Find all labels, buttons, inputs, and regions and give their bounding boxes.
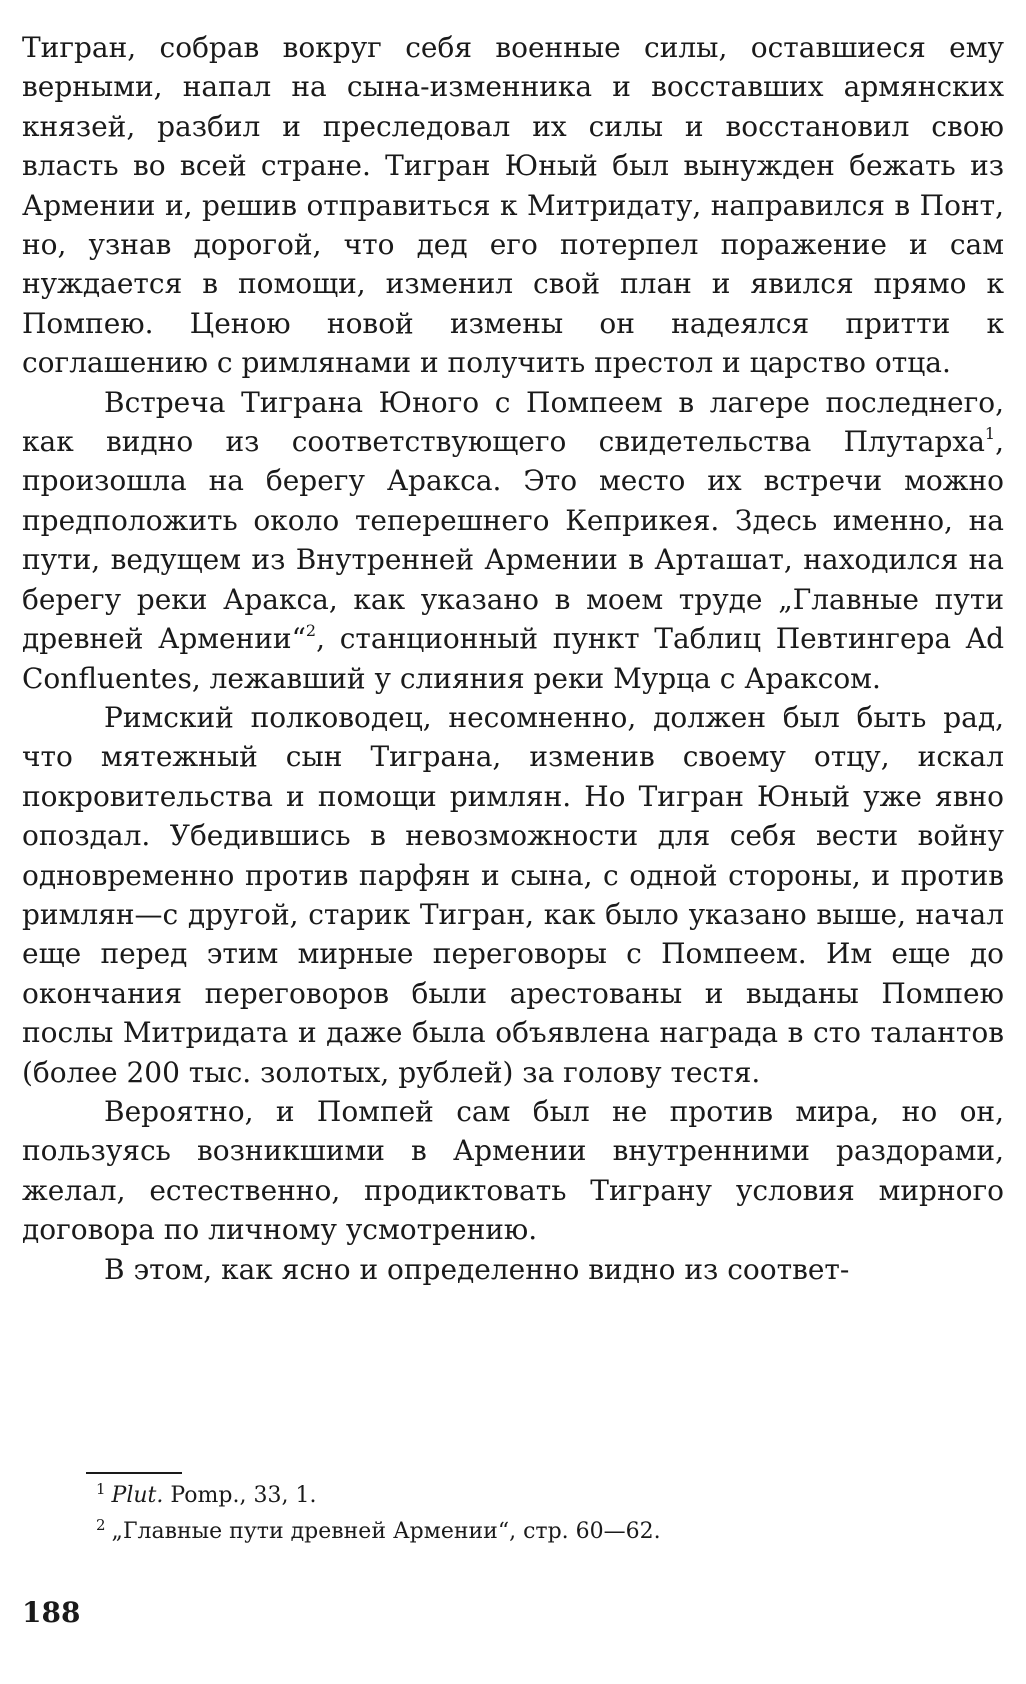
paragraph-5: В этом, как ясно и определенно видно из соответ- <box>104 1252 850 1286</box>
footnote-1 <box>96 1478 996 1514</box>
page-content <box>22 28 1004 1289</box>
page-number: 188 <box>22 1596 81 1629</box>
footnote-2 <box>96 1514 996 1550</box>
footnotes <box>96 1478 996 1550</box>
footnote-2-number: 2 <box>96 1516 106 1534</box>
paragraph-2 <box>22 383 1004 698</box>
paragraph-2-part-2: , произошла на берегу Аракса. Это место их встречи можно предположить около теперешнего Кеприкея. Здесь именно, на пути, ведущем из Внутренней Армении в Арташат, находился на берегу реки Аракса, как указано в моем труде „Главные пути древней Армении“ <box>22 425 1004 656</box>
footnote-ref-2: 2 <box>305 621 317 641</box>
footnote-1-text: Pomp., 33, 1. <box>163 1483 317 1508</box>
footnote-2-text: „Главные пути древней Армении“, стр. 60—62. <box>111 1519 661 1544</box>
paragraph-1: Тигран, собрав вокруг себя военные силы, оставшиеся ему верными, напал на сына-изменника и восставших армянских князей, разбил и преследовал их силы и восстановил свою власть во всей стране. Тигран Юный был вынужден бежать из Армении и, решив отправиться к Митридату, направился в Понт, но, узнав дорогой, что дед его потерпел поражение и сам нуждается в помощи, изменил свой план и явился прямо к Помпею. Ценою новой измены он надеялся притти к соглашению с римлянами и получить престол и царство отца. <box>22 31 1004 380</box>
body-text <box>22 28 1004 1289</box>
footnote-divider <box>86 1472 182 1474</box>
footnote-1-number: 1 <box>96 1480 106 1498</box>
paragraph-3: Римский полководец, несомненно, должен был быть рад, что мятежный сын Тиграна, изменив своему отцу, искал покровительства и помощи римлян. Но Тигран Юный уже явно опоздал. Убедившись в невозможности для себя вести войну одновременно против парфян и сына, с одной стороны, и против римлян—с другой, старик Тигран, как было указано выше, начал еще перед этим мирные переговоры с Помпеем. Им еще до окончания переговоров были арестованы и выданы Помпею послы Митридата и даже была объявлена награда в сто талантов (более 200 тыс. золотых, рублей) за голову тестя. <box>22 700 1004 1089</box>
footnote-1-source: Plut. <box>111 1483 164 1508</box>
paragraph-2-part-3: , станционный пункт Таблиц Певтингера Ad Confluentes, лежавший у слияния реки Мурца с Араксом. <box>22 622 1004 695</box>
paragraph-2-part-1: Встреча Тиграна Юного с Помпеем в лагере последнего, как видно из соответствующего свидетельства Плутарха <box>22 385 1004 459</box>
paragraph-4: Вероятно, и Помпей сам был не против мира, но он, пользуясь возникшими в Армении внутренними раздорами, желал, естественно, продиктовать Тиграну условия мирного договора по личному усмотрению. <box>22 1094 1004 1247</box>
footnote-ref-1: 1 <box>984 424 996 444</box>
